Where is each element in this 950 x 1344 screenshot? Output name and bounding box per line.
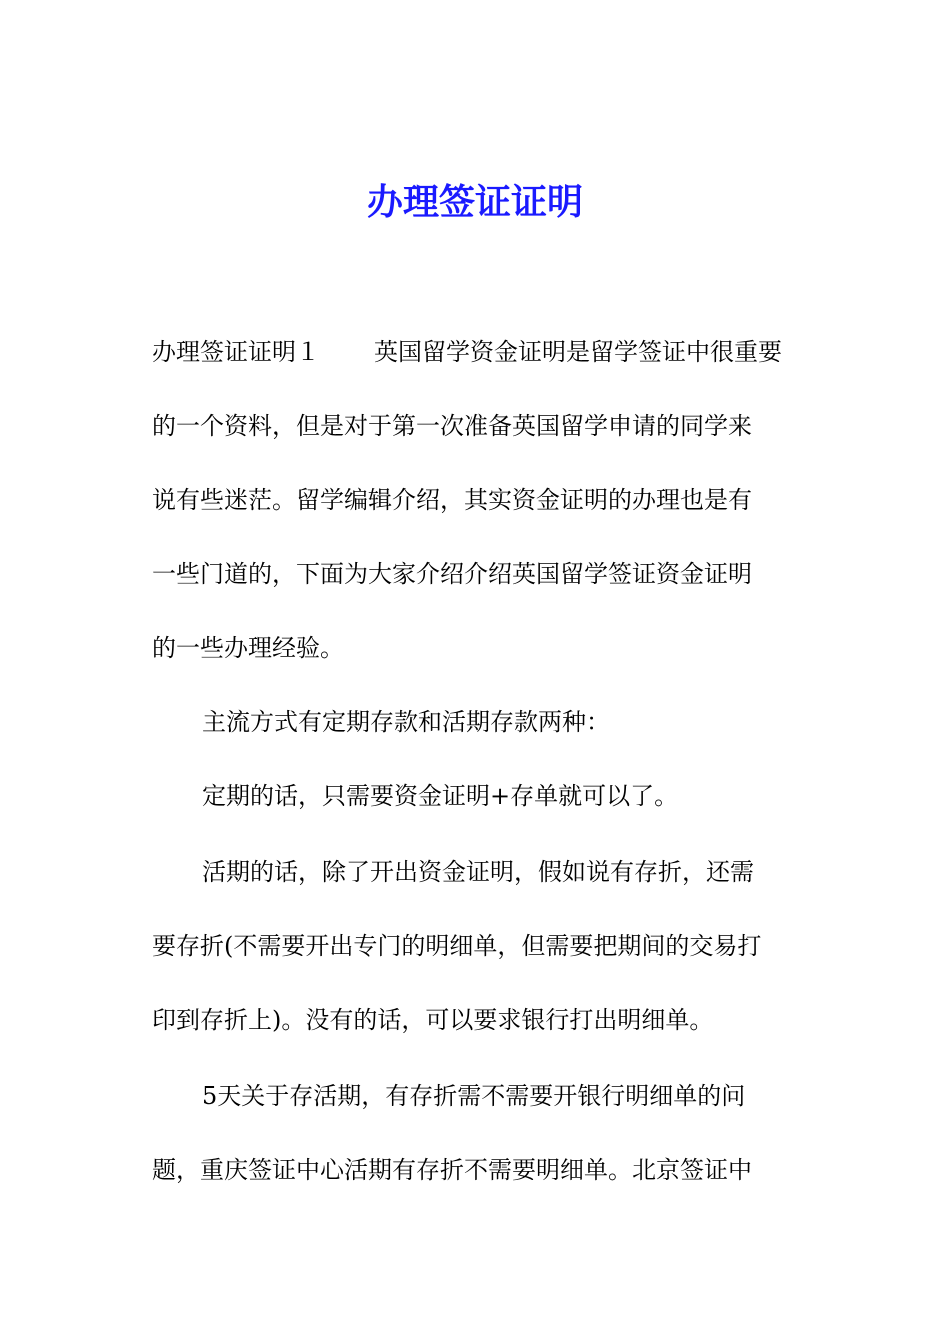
paragraph-line: 的一个资料，但是对于第一次准备英国留学申请的同学来 (152, 412, 752, 440)
paragraph-line (152, 334, 832, 370)
document-title: 办理签证证明 (366, 181, 583, 223)
paragraph-line: 印到存折上)。没有的话，可以要求银行打出明细单。 (152, 1006, 714, 1034)
paragraph-line: 定期的话，只需要资金证明+存单就可以了。 (202, 782, 679, 810)
line-text: 英国留学资金证明是留学签证中很重要 (374, 338, 782, 366)
paragraph-line: 说有些迷茫。留学编辑介绍，其实资金证明的办理也是有 (152, 486, 752, 514)
section-label: 办理签证证明１ (152, 338, 320, 366)
paragraph-line: 活期的话，除了开出资金证明，假如说有存折，还需 (202, 858, 754, 886)
paragraph-line: 的一些办理经验。 (152, 634, 344, 662)
paragraph-line: 一些门道的，下面为大家介绍介绍英国留学签证资金证明 (152, 560, 752, 588)
paragraph-line: 要存折(不需要开出专门的明细单，但需要把期间的交易打 (152, 932, 762, 960)
paragraph-line: 5天关于存活期，有存折需不需要开银行明细单的问 (202, 1082, 746, 1110)
paragraph-line: 题，重庆签证中心活期有存折不需要明细单。北京签证中 (152, 1156, 752, 1184)
paragraph-line: 主流方式有定期存款和活期存款两种： (202, 708, 610, 736)
